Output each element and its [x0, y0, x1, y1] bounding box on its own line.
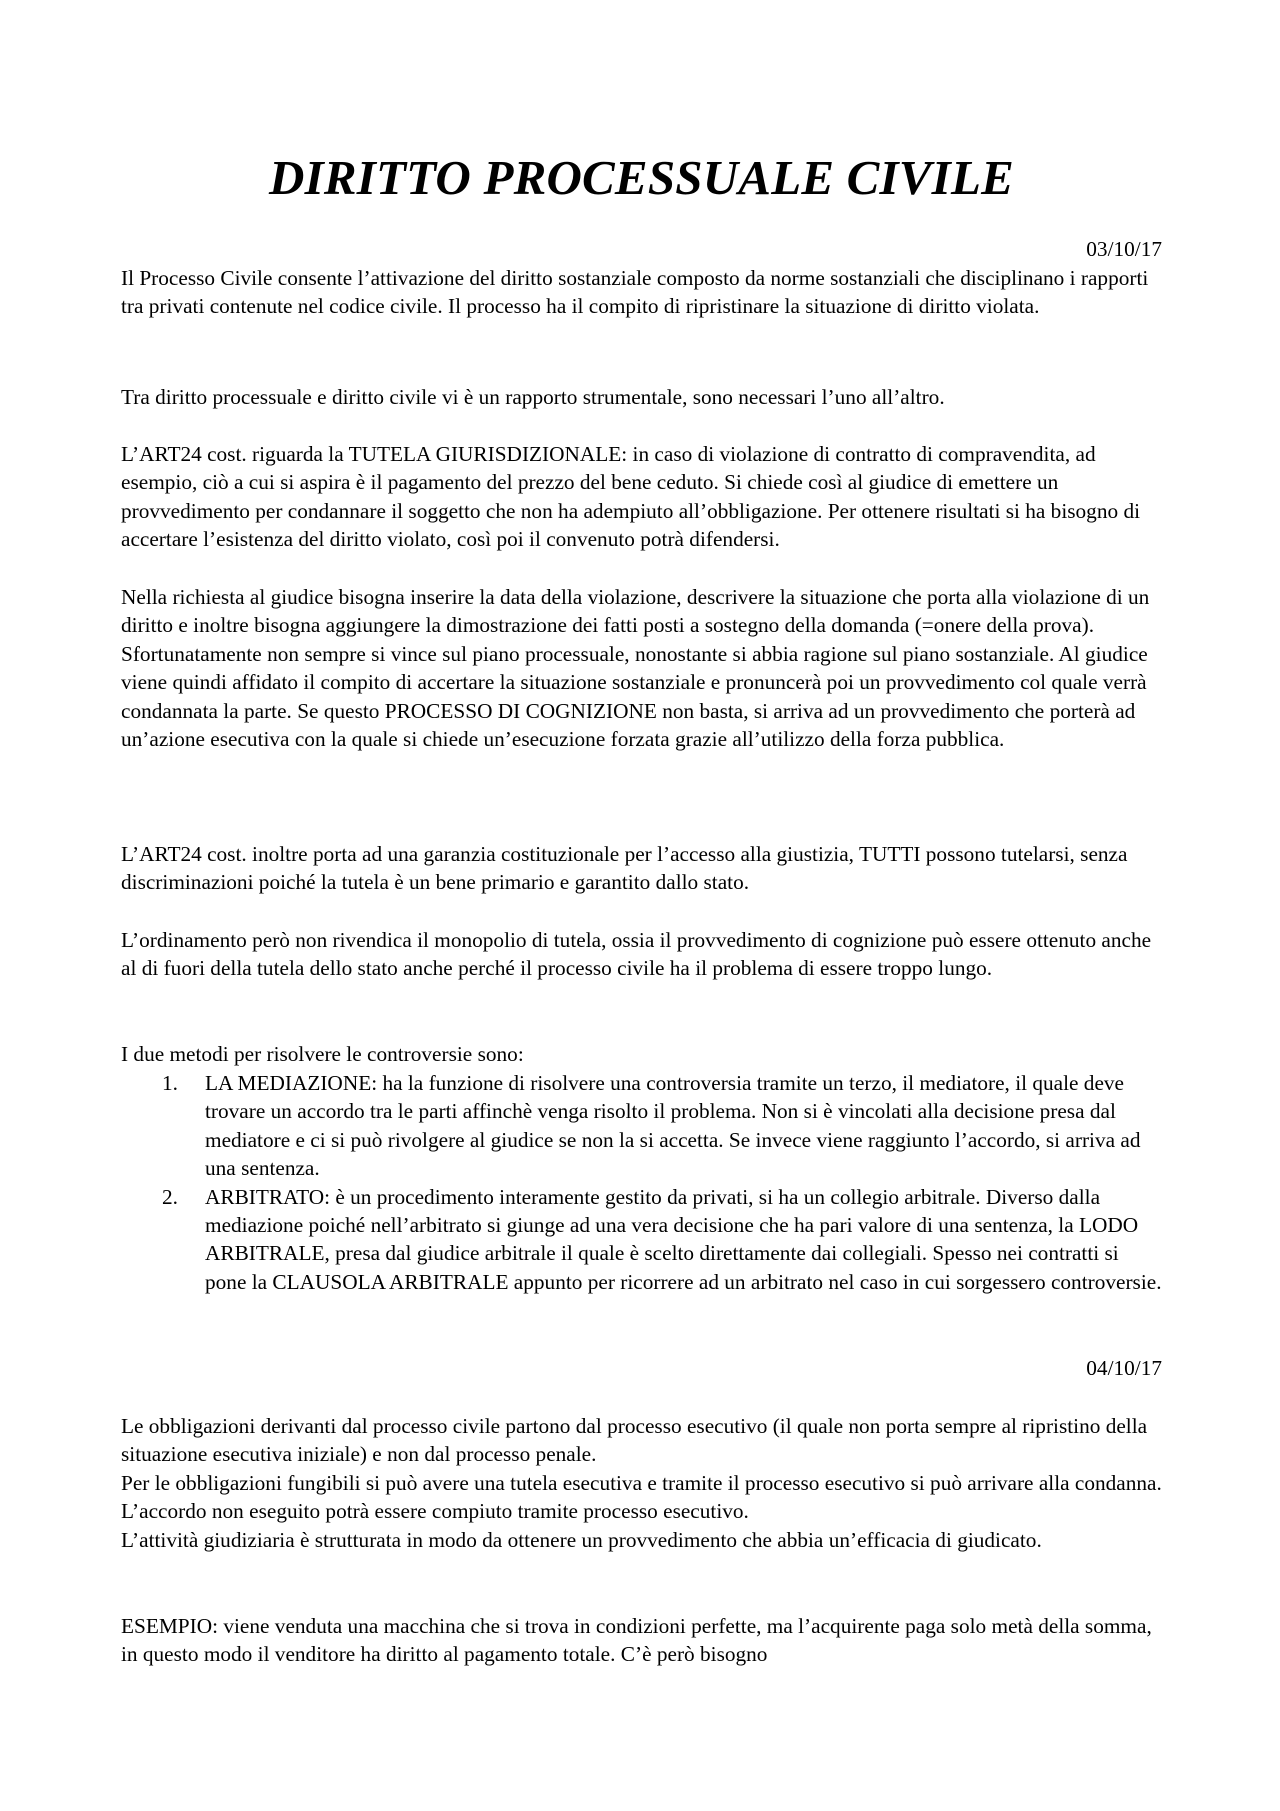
- date-label: 03/10/17: [1086, 237, 1162, 261]
- paragraph: L’ART24 cost. inoltre porta ad una garanzia costituzionale per l’accesso alla giustizia, TUTTI possono tutelarsi, senza discriminazioni poiché la tutela è un bene primario e garantito dallo stato.: [121, 842, 1128, 895]
- paragraph: ESEMPIO: viene venduta una macchina che si trova in condizioni perfette, ma l’acquirente paga solo metà della somma, in questo modo il venditore ha diritto al pagamento totale. C’è però bisogno: [121, 1614, 1152, 1667]
- paragraph: Il Processo Civile consente l’attivazione del diritto sostanziale composto da norme sostanziali che disciplinano i rapporti tra privati contenute nel codice civile. Il processo ha il compito di ripristinare la situazione di diritto violata.: [121, 266, 1149, 319]
- list-item-number: 2.: [162, 1184, 178, 1209]
- date-label: 04/10/17: [1086, 1356, 1162, 1380]
- list-item: [121, 1183, 1162, 1297]
- paragraph: L’attività giudiziaria è strutturata in modo da ottenere un provvedimento che abbia un’efficacia di giudicato.: [121, 1528, 1042, 1552]
- paragraph: Tra diritto processuale e diritto civile vi è un rapporto strumentale, sono necessari l’uno all’altro.: [121, 385, 945, 409]
- paragraph: L’ordinamento però non rivendica il monopolio di tutela, ossia il provvedimento di cognizione può essere ottenuto anche al di fuori della tutela dello stato anche perché il processo civile ha il problema di essere troppo lungo.: [121, 928, 1152, 981]
- list-intro: I due metodi per risolvere le controversie sono:: [121, 1042, 524, 1066]
- paragraph: Per le obbligazioni fungibili si può avere una tutela esecutiva e tramite il processo esecutivo si può arrivare alla condanna. L’accordo non eseguito potrà essere compiuto tramite processo esecutivo.: [121, 1471, 1162, 1524]
- list-item-text: ARBITRATO: è un procedimento interamente gestito da privati, si ha un collegio arbitrale. Diverso dalla mediazione poiché nell’arbitrato si giunge ad una vera decisione che ha pari valore di una sentenza, la LODO ARBITRALE, presa dal giudice arbitrale il quale è scelto direttamente dai collegiali. Spesso nei contratti si pone la CLAUSOLA ARBITRALE appunto per ricorrere ad un arbitrato nel caso in cui sorgessero controversie.: [205, 1184, 1162, 1294]
- paragraph: Le obbligazioni derivanti dal processo civile partono dal processo esecutivo (il quale non porta sempre al ripristino della situazione esecutiva iniziale) e non dal processo penale.: [121, 1414, 1148, 1467]
- document-title: DIRITTO PROCESSUALE CIVILE: [269, 150, 1014, 205]
- methods-list: [121, 1069, 1162, 1296]
- list-item-number: 1.: [162, 1071, 178, 1095]
- list-item-text: LA MEDIAZIONE: ha la funzione di risolvere una controversia tramite un terzo, il mediatore, il quale deve trovare un accordo tra le parti affinchè venga risolto il problema. Non si è vincolati alla decisione presa dal mediatore e ci si può rivolgere al giudice se non la si accetta. Se invece viene raggiunto l’accordo, si arriva ad una sentenza.: [205, 1071, 1141, 1181]
- list-item: [121, 1069, 1162, 1183]
- paragraph: L’ART24 cost. riguarda la TUTELA GIURISDIZIONALE: in caso di violazione di contratto di compravendita, ad esempio, ciò a cui si aspira è il pagamento del prezzo del bene ceduto. Si chiede così al giudice di emettere un provvedimento per condannare il soggetto che non ha adempiuto all’obbligazione. Per ottenere risultati si ha bisogno di accertare l’esistenza del diritto violato, così poi il convenuto potrà difendersi.: [121, 442, 1141, 552]
- paragraph: Nella richiesta al giudice bisogna inserire la data della violazione, descrivere la situazione che porta alla violazione di un diritto e inoltre bisogna aggiungere la dimostrazione dei fatti posti a sostegno della domanda (=onere della prova). Sfortunatamente non sempre si vince sul piano processuale, nonostante si abbia ragione sul piano sostanziale. Al giudice viene quindi affidato il compito di accertare la situazione sostanziale e pronuncerà poi un provvedimento col quale verrà condannata la parte. Se questo PROCESSO DI COGNIZIONE non basta, si arriva ad un provvedimento che porterà ad un’azione esecutiva con la quale si chiede un’esecuzione forzata grazie all’utilizzo della forza pubblica.: [121, 585, 1150, 752]
